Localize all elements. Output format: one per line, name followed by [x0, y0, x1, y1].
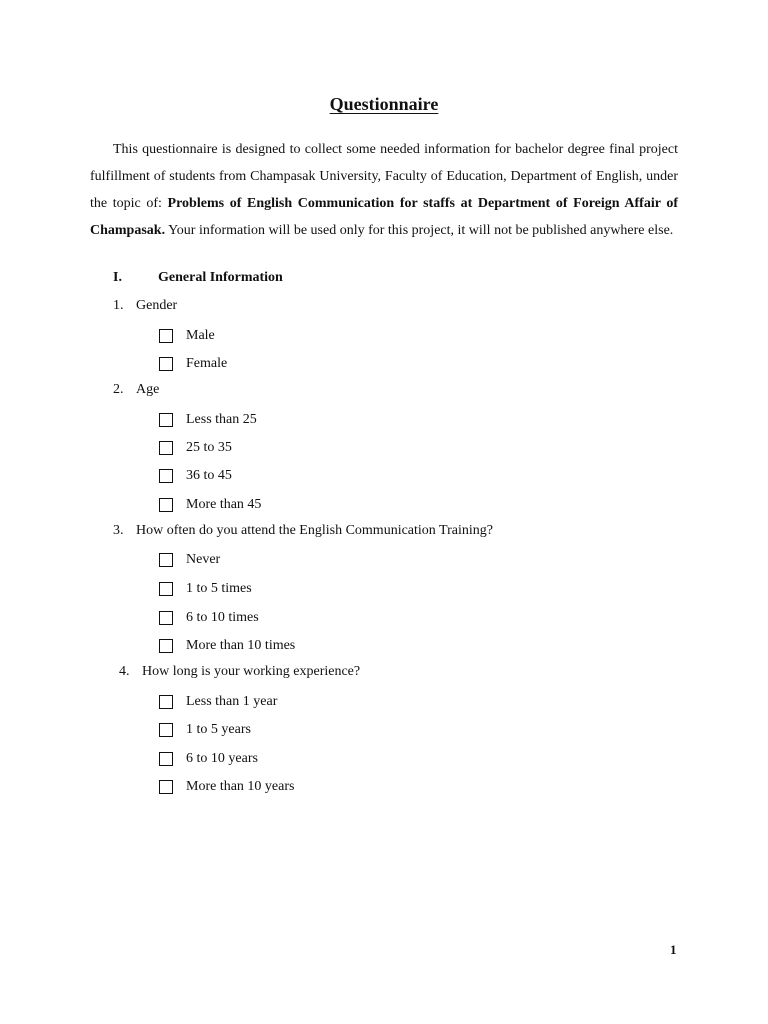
option-label: 1 to 5 times	[186, 581, 252, 596]
checkbox-age-less-25[interactable]	[159, 413, 173, 427]
option-exp-1-5[interactable]	[159, 720, 251, 740]
question-number: 2.	[113, 382, 124, 397]
checkbox-exp-less-1[interactable]	[159, 695, 173, 709]
checkbox-exp-6-10[interactable]	[159, 752, 173, 766]
intro-paragraph	[90, 136, 678, 244]
question-text: Age	[136, 382, 160, 397]
option-age-25-35[interactable]	[159, 438, 232, 458]
checkbox-training-6-10[interactable]	[159, 611, 173, 625]
option-label: Never	[186, 552, 221, 567]
question-text: Gender	[136, 298, 178, 313]
option-age-less-25[interactable]	[159, 410, 257, 430]
option-training-6-10[interactable]	[159, 608, 259, 628]
section-number: I.	[113, 270, 122, 285]
checkbox-male[interactable]	[159, 329, 173, 343]
option-training-never[interactable]	[159, 550, 220, 570]
question-number: 1.	[113, 298, 124, 313]
page-number: 1	[670, 942, 677, 957]
question-gender	[113, 298, 177, 314]
checkbox-exp-more-10[interactable]	[159, 780, 173, 794]
option-label: Less than 25	[186, 412, 257, 427]
question-working-experience	[119, 664, 360, 680]
option-age-more-45[interactable]	[159, 495, 261, 515]
intro-topic: Problems of English Communication for staffs at Department of Foreign Affair of Champasak.	[90, 196, 678, 238]
question-training-frequency	[113, 523, 493, 539]
option-label: More than 10 years	[186, 779, 295, 794]
option-training-1-5[interactable]	[159, 579, 252, 599]
option-label: Female	[186, 356, 228, 371]
checkbox-exp-1-5[interactable]	[159, 723, 173, 737]
option-training-more-10[interactable]	[159, 636, 295, 656]
option-label: Less than 1 year	[186, 694, 278, 709]
question-text: How often do you attend the English Communication Training?	[136, 523, 493, 538]
checkbox-female[interactable]	[159, 357, 173, 371]
option-label: More than 45	[186, 497, 262, 512]
section-heading	[113, 270, 283, 286]
option-label: 6 to 10 times	[186, 610, 259, 625]
option-female[interactable]	[159, 354, 227, 374]
question-age	[113, 382, 159, 398]
option-exp-more-10[interactable]	[159, 777, 294, 797]
intro-text-start: This questionnaire is designed to collect some needed information for bachelor degree final project fulfillment of students from Champasak University, Faculty of Education, Department of English, under the topic of:	[90, 142, 678, 211]
option-label: 1 to 5 years	[186, 722, 251, 737]
checkbox-training-never[interactable]	[159, 553, 173, 567]
question-number: 3.	[113, 523, 124, 538]
checkbox-age-36-45[interactable]	[159, 469, 173, 483]
option-exp-less-1[interactable]	[159, 692, 277, 712]
option-label: Male	[186, 328, 215, 343]
checkbox-training-1-5[interactable]	[159, 582, 173, 596]
checkbox-age-more-45[interactable]	[159, 498, 173, 512]
option-age-36-45[interactable]	[159, 466, 232, 486]
option-label: 36 to 45	[186, 468, 232, 483]
option-male[interactable]	[159, 326, 215, 346]
intro-text-end: Your information will be used only for this project, it will not be published anywhere else.	[165, 223, 674, 238]
checkbox-age-25-35[interactable]	[159, 441, 173, 455]
option-label: 6 to 10 years	[186, 751, 258, 766]
checkbox-training-more-10[interactable]	[159, 639, 173, 653]
option-exp-6-10[interactable]	[159, 749, 258, 769]
option-label: 25 to 35	[186, 440, 232, 455]
page-title: Questionnaire	[329, 94, 439, 114]
option-label: More than 10 times	[186, 638, 296, 653]
question-number: 4.	[119, 664, 130, 679]
section-label: General Information	[158, 270, 283, 285]
question-text: How long is your working experience?	[142, 664, 361, 679]
